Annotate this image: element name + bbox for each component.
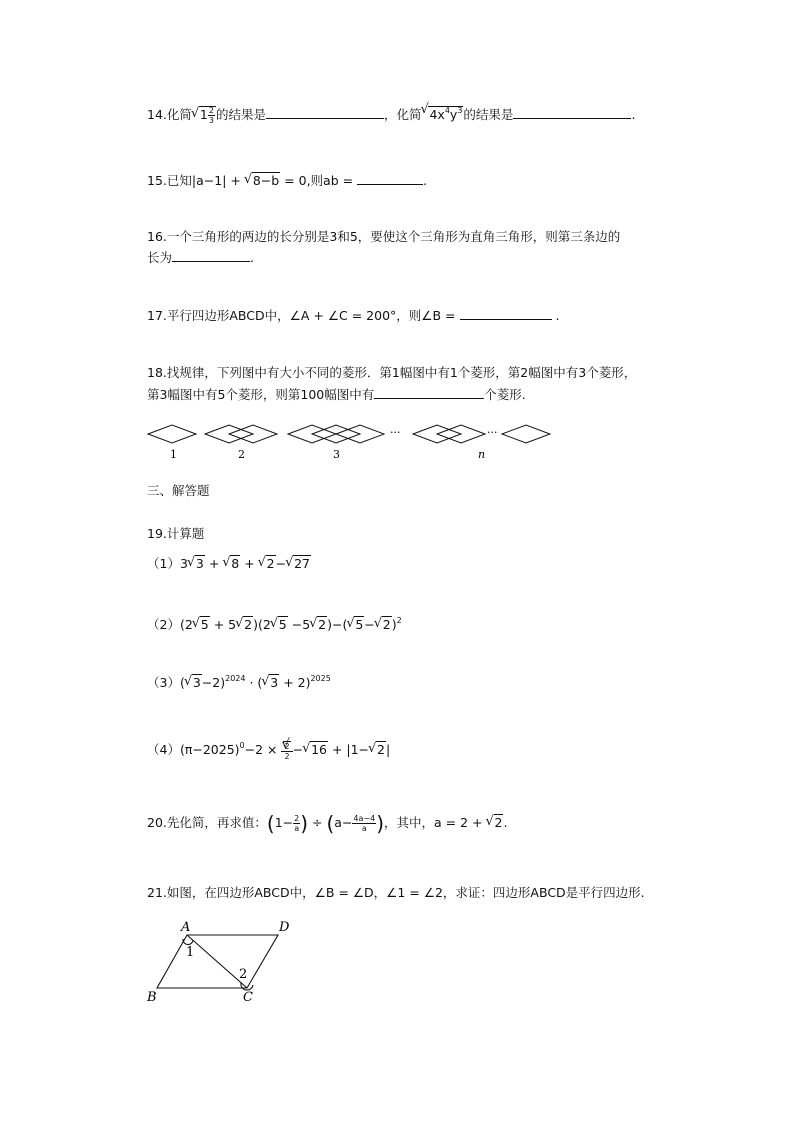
sqrt-expression: √ 2 — [310, 616, 327, 634]
angle-2-label: 2 — [239, 967, 248, 982]
label-n: n — [478, 448, 486, 461]
q15-prefix: 15.已知 — [147, 173, 192, 188]
exponent: 2024 — [225, 674, 246, 683]
vertex-a: A — [181, 920, 191, 935]
vertex-b: B — [147, 990, 157, 1005]
q19-part2: （2）(2 √ 5 + 5 √ 2)(2 √ 5 −5 √ 2)−( √ 5− √ 2)$^2$ — [147, 612, 402, 634]
sqrt-expression: √ 2 — [369, 741, 386, 759]
q14-prefix: 14.化简 — [147, 107, 192, 122]
exponent: 2025 — [310, 674, 331, 683]
rhombus — [148, 425, 196, 443]
angle-1-label: 1 — [186, 945, 195, 960]
q14-mid2: ，化简 — [383, 107, 422, 122]
diagonal-ac — [187, 935, 247, 988]
part-label: （2） — [147, 617, 180, 632]
vertex-d: D — [279, 920, 290, 935]
question-21: 21.如图，在四边形ABCD中，∠B = ∠D，∠1 = ∠2，求证：四边形ABCD是平行四边形. — [147, 885, 645, 900]
sqrt-expression: √ 5 — [193, 616, 210, 634]
q18-line1: 18.找规律，下列图中有大小不同的菱形．第1幅图中有1个菱形，第2幅图中有3个菱形， — [147, 365, 637, 380]
q16-tail: . — [250, 250, 254, 265]
q15-eq: = 0,则ab = — [284, 173, 354, 188]
label-3: 3 — [333, 448, 340, 461]
sqrt-expression: √ 5 — [271, 616, 288, 634]
q15-tail: . — [423, 173, 428, 188]
sqrt-expression: √ 8−b — [245, 172, 280, 190]
q17-tail: . — [555, 308, 560, 323]
label-1: 1 — [170, 448, 177, 461]
part-label: （3） — [147, 675, 180, 690]
q19-part3: （3）( √ 3−2)$^{2024}$ · ( √ 3 + 2)$^{2025}$ — [147, 670, 331, 692]
sqrt-expression: √ 1 $\frac{2}{3}$ — [192, 106, 216, 125]
q20-prefix: 20.先化简，再求值： — [147, 815, 267, 830]
q14-tail: . — [631, 107, 636, 122]
dots-1: ··· — [390, 426, 401, 439]
q14-end: 的结果是 — [463, 107, 514, 122]
part-label: （1） — [147, 556, 180, 571]
question-20: 20.先化简，再求值：(1− $\frac{2}{a}$ ) ÷ (a− $\frac{4a-4}{a}$ )，其中，a = 2 + √ 2. — [147, 814, 507, 833]
sqrt-expression: √ 5 — [347, 616, 364, 634]
vertex-c: C — [243, 990, 253, 1005]
section-title: 三、解答题 — [147, 483, 210, 498]
sqrt-expression: √ $4x^4y^3$ — [421, 102, 463, 124]
q14-mid: 的结果是 — [215, 107, 266, 122]
sqrt-expression: √ 2 — [259, 555, 276, 573]
label-2: 2 — [238, 448, 245, 461]
fraction: $\frac{4a-4}{a}$ — [353, 814, 376, 833]
sqrt-expression: √ 3 — [262, 674, 279, 692]
q19-title: 19.计算题 — [147, 526, 205, 541]
q17-text: 17.平行四边形ABCD中，∠A + ∠C = 200°，则∠B = — [147, 308, 456, 323]
sqrt-expression: √ 3 — [188, 555, 205, 573]
q20-tail: . — [503, 815, 508, 830]
rhombus — [502, 425, 550, 443]
sqrt-expression: √ 16 — [303, 741, 328, 759]
q19-part1: （1）3 √ 3 + √ 8 + √ 2− √ 27 — [147, 555, 311, 573]
dots-2: ··· — [487, 426, 498, 439]
sqrt-expression: √ 3 — [185, 674, 202, 692]
fraction: $\frac{2}{a}$ — [294, 814, 300, 833]
abs-expression: |a−1| + — [191, 173, 245, 188]
sqrt-expression: √ 8 — [223, 555, 240, 573]
sqrt-expression: √ 2 — [236, 616, 253, 634]
q18-line2a: 第3幅图中有5个菱形，则第100幅图中有 — [147, 387, 375, 402]
sqrt-expression: √ 2 — [375, 616, 392, 634]
q16-line1: 16.一个三角形的两边的长分别是3和5，要使这个三角形为直角三角形，则第三条边的 — [147, 229, 621, 244]
q18-line2b: 个菱形. — [484, 387, 526, 402]
sqrt-expression: √ 2 — [487, 814, 504, 832]
q16-line2: 长为 — [147, 250, 173, 265]
sqrt-expression: √ 27 — [286, 555, 311, 573]
q19-part4: $(4)(\pi-2025)^0-2$ × √ $\frac{2}{2}$ − √ 16 + |1− √ 2| — [147, 737, 390, 761]
part-label: （4） — [147, 742, 180, 757]
q20-mid: ，其中，a = 2 + — [384, 815, 483, 830]
parallelogram-figure — [140, 915, 310, 1007]
fraction: √ $\frac{2}{2}$ — [281, 741, 292, 761]
